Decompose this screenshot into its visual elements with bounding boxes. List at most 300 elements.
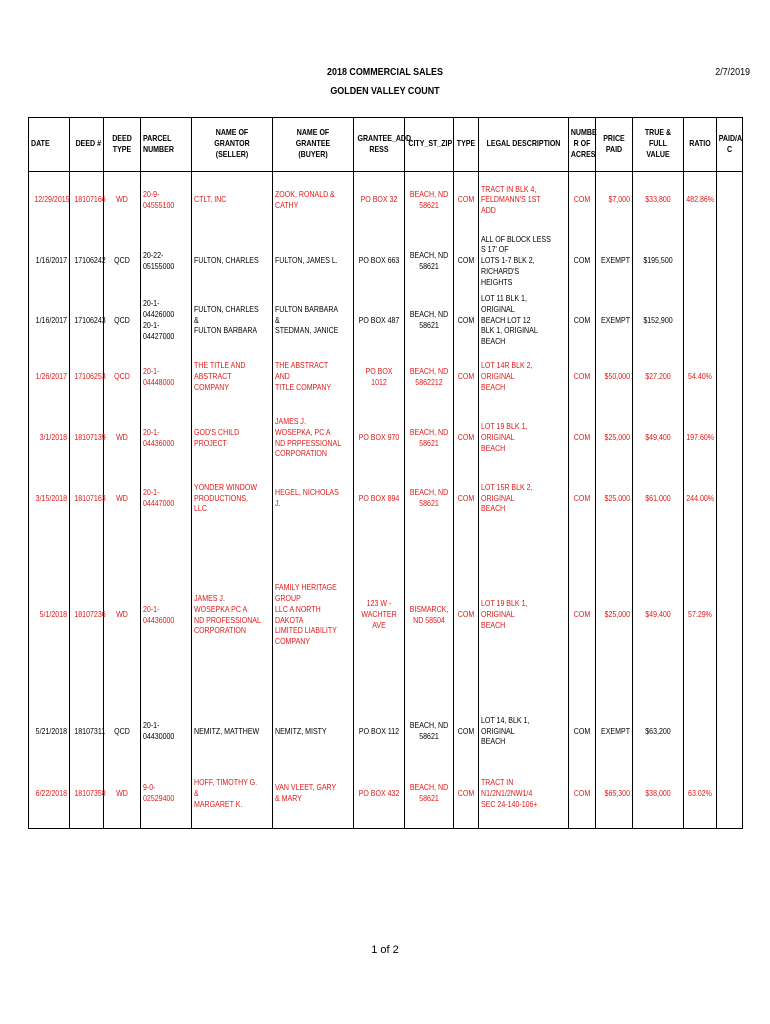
date-value: 1/16/2017 bbox=[35, 256, 67, 266]
cell-acres bbox=[569, 294, 596, 349]
parcel-number-value: 9-0-02529400 bbox=[143, 783, 175, 804]
cell-acres bbox=[569, 349, 596, 407]
cell-deed-type bbox=[104, 294, 141, 349]
cell-acres bbox=[569, 704, 596, 761]
cell-type bbox=[454, 172, 479, 230]
cell-grantor bbox=[192, 471, 273, 528]
cell-parcel-number bbox=[141, 761, 192, 829]
deed-number-value: 17106253 bbox=[74, 372, 106, 382]
city-st-zip-value: BISMARCK, ND 58504 bbox=[409, 604, 449, 625]
col-header-date bbox=[29, 118, 70, 172]
cell-grantee-address bbox=[354, 294, 405, 349]
cell-grantee-address bbox=[354, 704, 405, 761]
cell-deed-type bbox=[104, 528, 141, 704]
cell-grantor bbox=[192, 407, 273, 471]
cell-city-st-zip bbox=[405, 407, 454, 471]
grantor-value: FULTON, CHARLES bbox=[194, 256, 259, 266]
cell-legal-description bbox=[479, 761, 569, 829]
deed-type-value: QCD bbox=[114, 256, 130, 266]
col-header-label: TYPE bbox=[456, 139, 476, 149]
deed-number-value: 18107311 bbox=[74, 726, 106, 736]
grantee-address-value: PO BOX 32 bbox=[360, 195, 398, 205]
ratio-value: 54.40% bbox=[688, 372, 712, 382]
col-header-type bbox=[454, 118, 479, 172]
legal-description-value: LOT 15R BLK 2, ORIGINAL BEACH bbox=[481, 482, 533, 514]
type-value: COM bbox=[457, 256, 475, 266]
table-row bbox=[29, 761, 743, 829]
date-value: 1/16/2017 bbox=[35, 315, 67, 325]
col-header-ratio bbox=[684, 118, 717, 172]
cell-grantee-address bbox=[354, 761, 405, 829]
cell-grantee bbox=[273, 704, 354, 761]
cell-legal-description bbox=[479, 471, 569, 528]
cell-deed-number bbox=[70, 704, 104, 761]
col-header-legal-description bbox=[479, 118, 569, 172]
price-paid-value: $25,000 bbox=[604, 433, 630, 443]
sales-table bbox=[28, 117, 743, 829]
cell-date bbox=[29, 407, 70, 471]
acres-value: COM bbox=[573, 610, 591, 620]
deed-type-value: WD bbox=[116, 195, 128, 205]
ratio-value: 197.60% bbox=[686, 433, 715, 443]
report-subtitle: GOLDEN VALLEY COUNT bbox=[330, 85, 440, 97]
cell-grantee-address bbox=[354, 471, 405, 528]
cell-deed-type bbox=[104, 471, 141, 528]
col-header-label: DEED TYPE bbox=[112, 133, 132, 154]
cell-type bbox=[454, 471, 479, 528]
cell-grantee bbox=[273, 172, 354, 230]
report-title: 2018 COMMERCIAL SALES bbox=[327, 66, 443, 78]
type-value: COM bbox=[457, 195, 475, 205]
legal-description-value: LOT 14R BLK 2, ORIGINAL BEACH bbox=[481, 361, 533, 392]
cell-ratio bbox=[684, 528, 717, 704]
type-value: COM bbox=[457, 726, 475, 736]
table-row bbox=[29, 528, 743, 704]
cell-true-full-value bbox=[633, 761, 684, 829]
date-value: 3/1/2018 bbox=[39, 433, 67, 443]
cell-legal-description bbox=[479, 528, 569, 704]
col-header-true-full-value bbox=[633, 118, 684, 172]
table-row bbox=[29, 230, 743, 294]
cell-true-full-value bbox=[633, 407, 684, 471]
cell-deed-number bbox=[70, 471, 104, 528]
cell-grantor bbox=[192, 349, 273, 407]
legal-description-value: ALL OF BLOCK LESS S 17' OF LOTS 1-7 BLK 2, RICHARD'S HEIGHTS bbox=[481, 234, 551, 287]
true-full-value-value: $195,500 bbox=[643, 256, 673, 266]
cell-true-full-value bbox=[633, 172, 684, 230]
true-full-value-value: $63,200 bbox=[645, 726, 671, 736]
cell-acres bbox=[569, 172, 596, 230]
cell-grantee-address bbox=[354, 407, 405, 471]
deed-type-value: WD bbox=[116, 433, 128, 443]
date-value: 12/29/2015 bbox=[34, 195, 70, 205]
cell-grantee-address bbox=[354, 349, 405, 407]
cell-date bbox=[29, 294, 70, 349]
parcel-number-value: 20-1-04447000 bbox=[143, 488, 175, 508]
deed-number-value: 18107139 bbox=[74, 433, 106, 443]
date-value: 5/21/2018 bbox=[35, 726, 67, 736]
col-header-label: CITY_ST_ZIP bbox=[408, 139, 453, 149]
true-full-value-value: $38,000 bbox=[645, 788, 671, 798]
col-header-label: GRANTEE_ADD RESS bbox=[357, 133, 412, 154]
grantee-value: JAMES J. WOSEPKA, PC A ND PRPFESSIONAL CORPORATION bbox=[275, 416, 342, 459]
parcel-number-value: 20-1-04426000 20-1-04427000 bbox=[143, 299, 175, 341]
cell-ratio bbox=[684, 471, 717, 528]
acres-value: COM bbox=[573, 493, 591, 503]
deed-number-value: 18107236 bbox=[74, 610, 106, 620]
price-paid-value: EXEMPT bbox=[601, 315, 630, 325]
cell-grantee-address bbox=[354, 172, 405, 230]
deed-number-value: 18107358 bbox=[74, 788, 106, 798]
table-row bbox=[29, 704, 743, 761]
grantee-value: FULTON, JAMES L. bbox=[275, 256, 338, 266]
grantee-address-value: PO BOX 1012 bbox=[365, 366, 393, 387]
cell-deed-number bbox=[70, 230, 104, 294]
cell-parcel-number bbox=[141, 172, 192, 230]
cell-acres bbox=[569, 230, 596, 294]
cell-grantee bbox=[273, 528, 354, 704]
cell-acres bbox=[569, 407, 596, 471]
type-value: COM bbox=[457, 493, 475, 503]
deed-number-value: 18107163 bbox=[74, 493, 106, 503]
type-value: COM bbox=[457, 788, 475, 798]
price-paid-value: $7,000 bbox=[608, 195, 630, 205]
deed-type-value: QCD bbox=[114, 372, 130, 382]
cell-type bbox=[454, 528, 479, 704]
cell-price-paid bbox=[596, 349, 633, 407]
grantee-address-value: PO BOX 432 bbox=[358, 788, 400, 798]
true-full-value-value: $49,400 bbox=[645, 610, 671, 620]
grantee-value: THE ABSTRACT AND TITLE COMPANY bbox=[275, 361, 332, 392]
cell-city-st-zip bbox=[405, 528, 454, 704]
table-row bbox=[29, 172, 743, 230]
cell-city-st-zip bbox=[405, 294, 454, 349]
acres-value: COM bbox=[573, 726, 591, 736]
city-st-zip-value: BEACH, ND 58621 bbox=[409, 189, 449, 210]
grantee-value: FAMILY HERITAGE GROUP LLC A NORTH DAKOTA LIMITED LIABILITY COMPANY bbox=[275, 583, 337, 647]
parcel-number-value: 20-1-04436000 bbox=[143, 427, 175, 448]
acres-value: COM bbox=[573, 315, 591, 325]
cell-paid-per-acre bbox=[717, 528, 743, 704]
col-header-grantor bbox=[192, 118, 273, 172]
col-header-label: LEGAL DESCRIPTION bbox=[486, 139, 561, 149]
cell-deed-number bbox=[70, 349, 104, 407]
grantee-value: ZOOK, RONALD & CATHY bbox=[275, 189, 335, 210]
cell-paid-per-acre bbox=[717, 761, 743, 829]
price-paid-value: $25,000 bbox=[604, 493, 630, 503]
cell-grantee-address bbox=[354, 230, 405, 294]
col-header-label: RATIO bbox=[689, 139, 711, 149]
city-st-zip-value: BEACH, ND 58621 bbox=[409, 721, 449, 741]
cell-deed-type bbox=[104, 230, 141, 294]
cell-deed-type bbox=[104, 349, 141, 407]
cell-deed-type bbox=[104, 407, 141, 471]
cell-grantee bbox=[273, 471, 354, 528]
cell-legal-description bbox=[479, 172, 569, 230]
table-row bbox=[29, 471, 743, 528]
legal-description-value: LOT 19 BLK 1, ORIGINAL BEACH bbox=[481, 599, 528, 630]
cell-paid-per-acre bbox=[717, 704, 743, 761]
cell-paid-per-acre bbox=[717, 230, 743, 294]
cell-grantee bbox=[273, 407, 354, 471]
cell-legal-description bbox=[479, 294, 569, 349]
cell-type bbox=[454, 230, 479, 294]
acres-value: COM bbox=[573, 195, 591, 205]
cell-acres bbox=[569, 471, 596, 528]
price-paid-value: $65,300 bbox=[604, 788, 630, 798]
col-header-label: NAME OF GRANTOR (SELLER) bbox=[214, 128, 250, 159]
legal-description-value: LOT 14, BLK 1, ORIGINAL BEACH bbox=[481, 715, 530, 747]
grantee-address-value: PO BOX 112 bbox=[358, 726, 400, 736]
col-header-deed-type bbox=[104, 118, 141, 172]
grantor-value: YONDER WINDOW PRODUCTIONS, LLC bbox=[194, 482, 257, 514]
cell-true-full-value bbox=[633, 471, 684, 528]
col-header-label: NAME OF GRANTEE (BUYER) bbox=[295, 128, 331, 159]
type-value: COM bbox=[457, 372, 475, 382]
grantee-value: FULTON BARBARA & STEDMAN, JANICE bbox=[275, 304, 339, 336]
price-paid-value: $50,000 bbox=[604, 372, 630, 382]
cell-parcel-number bbox=[141, 528, 192, 704]
col-header-label: NUMBE R OF ACRES bbox=[570, 128, 597, 159]
cell-city-st-zip bbox=[405, 230, 454, 294]
cell-parcel-number bbox=[141, 230, 192, 294]
true-full-value-value: $33,800 bbox=[645, 195, 671, 205]
grantee-address-value: PO BOX 970 bbox=[358, 433, 400, 443]
cell-price-paid bbox=[596, 407, 633, 471]
price-paid-value: EXEMPT bbox=[601, 726, 630, 736]
col-header-label: DATE bbox=[31, 139, 50, 149]
cell-grantee bbox=[273, 761, 354, 829]
price-paid-value: EXEMPT bbox=[601, 256, 630, 266]
type-value: COM bbox=[457, 433, 475, 443]
cell-price-paid bbox=[596, 761, 633, 829]
cell-acres bbox=[569, 528, 596, 704]
cell-date bbox=[29, 528, 70, 704]
cell-city-st-zip bbox=[405, 349, 454, 407]
grantor-value: FULTON, CHARLES & FULTON BARBARA bbox=[194, 304, 259, 336]
cell-legal-description bbox=[479, 230, 569, 294]
parcel-number-value: 20-1-04448000 bbox=[143, 366, 175, 387]
cell-paid-per-acre bbox=[717, 407, 743, 471]
cell-legal-description bbox=[479, 704, 569, 761]
deed-number-value: 17106242 bbox=[74, 256, 106, 266]
cell-type bbox=[454, 761, 479, 829]
cell-parcel-number bbox=[141, 407, 192, 471]
cell-deed-number bbox=[70, 761, 104, 829]
price-paid-value: $25,000 bbox=[604, 610, 630, 620]
cell-paid-per-acre bbox=[717, 294, 743, 349]
col-header-city-st-zip bbox=[405, 118, 454, 172]
deed-type-value: QCD bbox=[114, 315, 130, 325]
col-header-grantee-address bbox=[354, 118, 412, 172]
deed-number-value: 17106243 bbox=[74, 315, 106, 325]
cell-grantee-address bbox=[354, 528, 405, 704]
cell-city-st-zip bbox=[405, 704, 454, 761]
col-header-deed-number bbox=[70, 118, 104, 172]
cell-ratio bbox=[684, 349, 717, 407]
cell-ratio bbox=[684, 704, 717, 761]
cell-type bbox=[454, 704, 479, 761]
cell-grantor bbox=[192, 528, 273, 704]
parcel-number-value: 20-9-04555100 bbox=[143, 189, 175, 210]
cell-true-full-value bbox=[633, 704, 684, 761]
grantee-address-value: PO BOX 663 bbox=[358, 256, 400, 266]
cell-date bbox=[29, 172, 70, 230]
print-date: 2/7/2019 bbox=[715, 66, 750, 78]
col-header-acres bbox=[569, 118, 596, 172]
col-header-label: DEED # bbox=[75, 139, 101, 149]
cell-city-st-zip bbox=[405, 471, 454, 528]
legal-description-value: TRACT IN N1/2N1/2NW1/4 SEC 24-140-106+ bbox=[481, 778, 538, 809]
cell-date bbox=[29, 761, 70, 829]
deed-type-value: WD bbox=[116, 788, 128, 798]
col-header-grantee bbox=[273, 118, 354, 172]
cell-price-paid bbox=[596, 704, 633, 761]
legal-description-value: TRACT IN BLK 4, FELDMANN'S 1ST ADD bbox=[481, 184, 541, 216]
table-row bbox=[29, 407, 743, 471]
date-value: 1/26/2017 bbox=[35, 372, 67, 382]
cell-paid-per-acre bbox=[717, 471, 743, 528]
cell-city-st-zip bbox=[405, 172, 454, 230]
cell-grantee bbox=[273, 230, 354, 294]
cell-deed-number bbox=[70, 407, 104, 471]
cell-grantee bbox=[273, 294, 354, 349]
col-header-price-paid bbox=[596, 118, 633, 172]
date-value: 3/15/2018 bbox=[35, 493, 67, 503]
col-header-label: PRICE PAID bbox=[603, 133, 625, 154]
cell-legal-description bbox=[479, 349, 569, 407]
parcel-number-value: 20-1-04436000 bbox=[143, 604, 175, 625]
cell-true-full-value bbox=[633, 528, 684, 704]
true-full-value-value: $61,000 bbox=[645, 493, 671, 503]
date-value: 5/1/2018 bbox=[39, 610, 67, 620]
cell-city-st-zip bbox=[405, 761, 454, 829]
true-full-value-value: $152,900 bbox=[643, 315, 673, 325]
cell-ratio bbox=[684, 294, 717, 349]
grantor-value: GOD'S CHILD PROJECT bbox=[194, 427, 240, 448]
cell-paid-per-acre bbox=[717, 172, 743, 230]
cell-legal-description bbox=[479, 407, 569, 471]
col-header-label: PAID/A C bbox=[718, 133, 743, 154]
true-full-value-value: $27,200 bbox=[645, 372, 671, 382]
acres-value: COM bbox=[573, 788, 591, 798]
acres-value: COM bbox=[573, 433, 591, 443]
parcel-number-value: 20-22-05155000 bbox=[143, 250, 175, 271]
cell-type bbox=[454, 407, 479, 471]
cell-ratio bbox=[684, 407, 717, 471]
grantee-value: NEMITZ, MISTY bbox=[275, 726, 327, 736]
grantor-value: CTLT, INC bbox=[194, 195, 227, 205]
cell-grantor bbox=[192, 230, 273, 294]
cell-price-paid bbox=[596, 528, 633, 704]
ratio-value: 482.86% bbox=[686, 195, 715, 205]
cell-parcel-number bbox=[141, 471, 192, 528]
deed-number-value: 18107166 bbox=[74, 195, 106, 205]
page-number: 1 of 2 bbox=[371, 944, 399, 956]
col-header-label: TRUE & FULL VALUE bbox=[644, 128, 672, 159]
cell-deed-type bbox=[104, 172, 141, 230]
cell-date bbox=[29, 704, 70, 761]
grantee-address-value: PO BOX 487 bbox=[358, 315, 400, 325]
cell-true-full-value bbox=[633, 230, 684, 294]
legal-description-value: LOT 11 BLK 1, ORIGINAL BEACH LOT 12 BLK 1, ORIGINAL BEACH bbox=[481, 294, 538, 347]
cell-price-paid bbox=[596, 471, 633, 528]
grantor-value: THE TITLE AND ABSTRACT COMPANY bbox=[194, 361, 246, 392]
cell-true-full-value bbox=[633, 349, 684, 407]
city-st-zip-value: BEACH, ND 58621 bbox=[409, 488, 449, 508]
grantee-value: HEGEL, NICHOLAS J. bbox=[275, 488, 339, 508]
cell-date bbox=[29, 471, 70, 528]
city-st-zip-value: BEACH, ND 5862212 bbox=[409, 366, 449, 387]
deed-type-value: WD bbox=[116, 493, 128, 503]
cell-deed-type bbox=[104, 704, 141, 761]
deed-type-value: QCD bbox=[114, 726, 130, 736]
acres-value: COM bbox=[573, 372, 591, 382]
cell-ratio bbox=[684, 172, 717, 230]
cell-price-paid bbox=[596, 294, 633, 349]
col-header-parcel-number bbox=[141, 118, 192, 172]
ratio-value: 57.29% bbox=[688, 610, 712, 620]
cell-ratio bbox=[684, 761, 717, 829]
cell-grantor bbox=[192, 704, 273, 761]
cell-date bbox=[29, 230, 70, 294]
cell-deed-type bbox=[104, 761, 141, 829]
cell-date bbox=[29, 349, 70, 407]
grantor-value: JAMES J. WOSEPKA PC A ND PROFESSIONAL CORPORATION bbox=[194, 593, 261, 636]
header-row bbox=[29, 118, 743, 172]
city-st-zip-value: BEACH, ND 58621 bbox=[409, 427, 449, 448]
grantor-value: HOFF, TIMOTHY G. & MARGARET K. bbox=[194, 778, 258, 809]
cell-grantee bbox=[273, 349, 354, 407]
date-value: 6/22/2018 bbox=[35, 788, 67, 798]
grantee-address-value: 123 W - WACHTER AVE bbox=[361, 599, 397, 630]
cell-deed-number bbox=[70, 172, 104, 230]
city-st-zip-value: BEACH, ND 58621 bbox=[409, 250, 449, 271]
legal-description-value: LOT 19 BLK 1, ORIGINAL BEACH bbox=[481, 422, 528, 453]
cell-paid-per-acre bbox=[717, 349, 743, 407]
cell-acres bbox=[569, 761, 596, 829]
cell-type bbox=[454, 349, 479, 407]
cell-parcel-number bbox=[141, 704, 192, 761]
type-value: COM bbox=[457, 610, 475, 620]
ratio-value: 63.02% bbox=[688, 788, 712, 798]
type-value: COM bbox=[457, 315, 475, 325]
cell-deed-number bbox=[70, 528, 104, 704]
cell-grantor bbox=[192, 172, 273, 230]
ratio-value: 244.00% bbox=[686, 493, 715, 503]
cell-true-full-value bbox=[633, 294, 684, 349]
cell-grantor bbox=[192, 294, 273, 349]
col-header-paid-per-acre bbox=[717, 118, 743, 172]
grantee-address-value: PO BOX 894 bbox=[358, 493, 400, 503]
parcel-number-value: 20-1-04430000 bbox=[143, 721, 175, 741]
cell-price-paid bbox=[596, 172, 633, 230]
table-row bbox=[29, 294, 743, 349]
cell-price-paid bbox=[596, 230, 633, 294]
cell-ratio bbox=[684, 230, 717, 294]
city-st-zip-value: BEACH, ND 58621 bbox=[409, 310, 449, 330]
cell-type bbox=[454, 294, 479, 349]
acres-value: COM bbox=[573, 256, 591, 266]
city-st-zip-value: BEACH, ND 58621 bbox=[409, 783, 449, 804]
true-full-value-value: $49,400 bbox=[645, 433, 671, 443]
cell-grantor bbox=[192, 761, 273, 829]
grantee-value: VAN VLEET, GARY & MARY bbox=[275, 783, 337, 804]
table-row bbox=[29, 349, 743, 407]
grantor-value: NEMITZ, MATTHEW bbox=[194, 726, 260, 736]
cell-parcel-number bbox=[141, 294, 192, 349]
cell-parcel-number bbox=[141, 349, 192, 407]
